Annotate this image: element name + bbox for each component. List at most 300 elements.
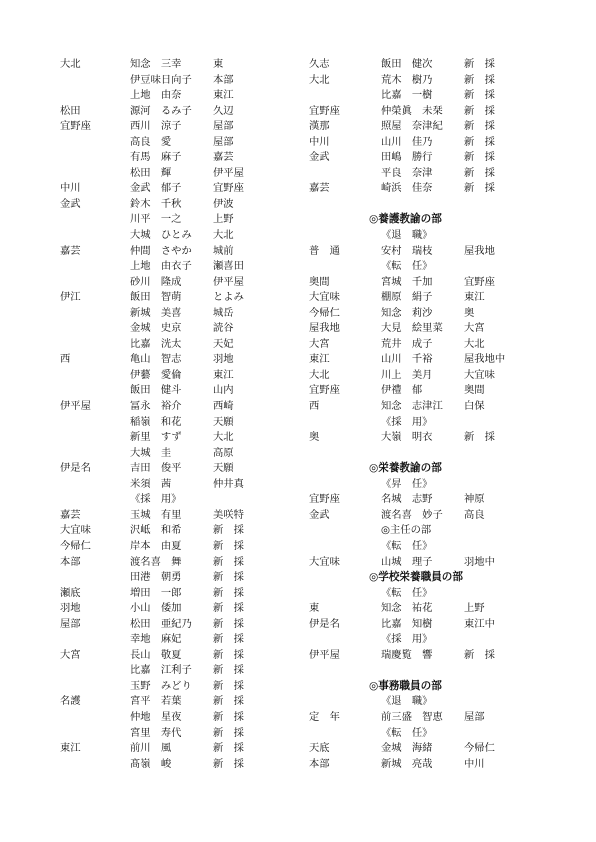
school-from: 嘉芸 bbox=[60, 508, 81, 521]
entry-row bbox=[309, 648, 549, 664]
person-name: 金城 海緒 bbox=[381, 742, 433, 755]
entry-row bbox=[60, 741, 288, 757]
person-name: 大城 ひとみ bbox=[130, 229, 192, 242]
school-to: 新 採 bbox=[213, 617, 244, 630]
school-from: 漢那 bbox=[309, 120, 330, 133]
school-to: 本部 bbox=[213, 73, 234, 86]
person-name: 松田 輝 bbox=[130, 166, 172, 179]
entry-row bbox=[60, 73, 288, 89]
entry-row bbox=[60, 555, 288, 571]
person-name: 知念 三幸 bbox=[130, 58, 182, 70]
person-name: 伊藝 愛倫 bbox=[130, 368, 182, 381]
entry-row bbox=[309, 166, 549, 182]
school-from: 屋部 bbox=[60, 617, 81, 630]
person-name: 沢岻 和希 bbox=[130, 524, 182, 537]
school-from: 宜野座 bbox=[60, 120, 91, 133]
entry-row bbox=[60, 150, 288, 166]
entry-row bbox=[309, 492, 549, 508]
entry-row bbox=[309, 119, 549, 135]
entry-row bbox=[309, 337, 549, 353]
entry-row bbox=[309, 539, 549, 555]
section-heading: ◎事務職員の部 bbox=[369, 679, 442, 692]
person-name: 名城 志野 bbox=[381, 493, 433, 506]
school-to: 新 採 bbox=[464, 431, 495, 444]
school-to: 高良 bbox=[464, 508, 485, 521]
person-name: 田嶋 勝行 bbox=[381, 151, 433, 164]
school-from: 天底 bbox=[309, 742, 330, 755]
entry-row bbox=[309, 508, 549, 524]
school-to: 新 採 bbox=[464, 120, 495, 133]
person-name: 髙嶺 峻 bbox=[130, 757, 172, 770]
school-to: 大北 bbox=[213, 431, 234, 444]
person-name: 幸地 麻妃 bbox=[130, 633, 182, 646]
school-to: 新 採 bbox=[213, 648, 244, 661]
entry-row bbox=[309, 104, 549, 120]
entry-row bbox=[60, 710, 288, 726]
person-name: 知念 志津江 bbox=[381, 400, 443, 413]
person-name: 西川 涼子 bbox=[130, 120, 182, 133]
person-name: 知念 祐花 bbox=[381, 602, 433, 615]
school-to: 上野 bbox=[464, 602, 485, 615]
school-from: 大北 bbox=[309, 368, 330, 381]
entry-row bbox=[60, 399, 288, 415]
entry-row bbox=[309, 383, 549, 399]
school-from: 伊江 bbox=[60, 291, 81, 304]
entry-row bbox=[309, 352, 549, 368]
school-from: 羽地 bbox=[60, 602, 81, 615]
school-to: 上野 bbox=[213, 213, 234, 226]
person-name: 荒木 樹乃 bbox=[381, 73, 433, 86]
school-to: 城岳 bbox=[213, 306, 234, 319]
entry-row bbox=[309, 586, 549, 602]
entry-row bbox=[309, 275, 549, 291]
person-name: 高良 愛 bbox=[130, 135, 172, 148]
entry-row bbox=[309, 617, 549, 633]
school-to: 西崎 bbox=[213, 400, 234, 413]
section-heading: ◎栄養教諭の部 bbox=[369, 462, 442, 475]
school-from: 東江 bbox=[60, 742, 81, 755]
school-from: 嘉芸 bbox=[60, 244, 81, 257]
person-name: 仲間 さやか bbox=[130, 244, 192, 257]
person-name: 伊禮 郁 bbox=[381, 384, 423, 397]
entry-row bbox=[60, 135, 288, 151]
school-to: 天願 bbox=[213, 415, 234, 428]
person-name: 山川 千裕 bbox=[381, 353, 433, 366]
school-to: 嘉芸 bbox=[213, 151, 234, 164]
school-from: 金武 bbox=[309, 151, 330, 164]
entry-row bbox=[309, 632, 549, 648]
entry-row bbox=[309, 228, 549, 244]
person-name: 《昇 任》 bbox=[381, 477, 433, 490]
school-from: 名護 bbox=[60, 695, 81, 708]
entry-row bbox=[60, 290, 288, 306]
entry-row bbox=[60, 244, 288, 260]
school-to: 新 採 bbox=[464, 58, 495, 70]
school-to: 屋我地 bbox=[464, 244, 495, 257]
person-name: 金城 史京 bbox=[130, 322, 182, 335]
person-name: 金武 郁子 bbox=[130, 182, 182, 195]
school-to: 東江 bbox=[213, 368, 234, 381]
entry-row bbox=[309, 306, 549, 322]
entry-row bbox=[309, 259, 549, 275]
person-name: 飯田 健斗 bbox=[130, 384, 182, 397]
person-name: 源河 るみ子 bbox=[130, 104, 192, 117]
entry-row bbox=[309, 290, 549, 306]
school-to: 山内 bbox=[213, 384, 234, 397]
person-name: 仲榮眞 未栞 bbox=[381, 104, 443, 117]
school-to: 伊波 bbox=[213, 197, 234, 210]
school-to: 新 採 bbox=[213, 633, 244, 646]
person-name: 岸本 由夏 bbox=[130, 539, 182, 552]
school-to: 新 採 bbox=[213, 555, 244, 568]
person-name: 前三盛 智恵 bbox=[381, 710, 443, 723]
person-name: 新里 すず bbox=[130, 431, 182, 444]
school-to: 新 採 bbox=[213, 664, 244, 677]
school-to: 読谷 bbox=[213, 322, 234, 335]
person-name: 冨永 裕介 bbox=[130, 400, 182, 413]
entry-row bbox=[60, 757, 288, 773]
school-from: 中川 bbox=[60, 182, 81, 195]
school-to: 屋部 bbox=[213, 135, 234, 148]
school-from: 西 bbox=[309, 400, 320, 413]
person-name: 亀山 智志 bbox=[130, 353, 182, 366]
person-name: 飯田 健次 bbox=[381, 58, 433, 70]
school-to: 奥間 bbox=[464, 384, 485, 397]
school-to: 新 採 bbox=[213, 742, 244, 755]
entry-row bbox=[309, 212, 549, 228]
entry-row bbox=[309, 523, 549, 539]
person-name: 《転 任》 bbox=[381, 586, 433, 599]
school-from: 東 bbox=[309, 602, 320, 615]
section-heading: ◎養護教諭の部 bbox=[369, 213, 442, 226]
person-name: 渡名喜 舞 bbox=[130, 555, 182, 568]
person-name: 仲地 星夜 bbox=[130, 710, 182, 723]
school-from: 定 年 bbox=[309, 710, 340, 723]
school-to: 新 採 bbox=[464, 166, 495, 179]
person-name: 平良 奈津 bbox=[381, 166, 433, 179]
person-name: 棚原 絹子 bbox=[381, 291, 433, 304]
entry-row bbox=[309, 601, 549, 617]
school-to: 新 採 bbox=[213, 539, 244, 552]
school-from: 中川 bbox=[309, 135, 330, 148]
person-name: 玉野 みどり bbox=[130, 679, 192, 692]
entry-row bbox=[309, 368, 549, 384]
person-name: 増田 一郎 bbox=[130, 586, 182, 599]
school-from: 普 通 bbox=[309, 244, 340, 257]
school-to: 新 採 bbox=[213, 726, 244, 739]
school-to: 宜野座 bbox=[464, 275, 495, 288]
person-name: 伊豆味日向子 bbox=[130, 73, 192, 86]
school-from: 伊平屋 bbox=[60, 400, 91, 413]
school-from: 大北 bbox=[60, 58, 81, 70]
person-name: 比嘉 知樹 bbox=[381, 617, 433, 630]
entry-row bbox=[60, 632, 288, 648]
person-name: 田港 朝勇 bbox=[130, 571, 182, 584]
person-name: 比嘉 一樹 bbox=[381, 89, 433, 102]
entry-row bbox=[60, 539, 288, 555]
entry-row bbox=[60, 368, 288, 384]
entry-row bbox=[60, 648, 288, 664]
school-from: 宜野座 bbox=[309, 104, 340, 117]
person-name: 稲嶺 和花 bbox=[130, 415, 182, 428]
school-from: 今帰仁 bbox=[60, 539, 91, 552]
person-name: 新城 美喜 bbox=[130, 306, 182, 319]
school-from: 奥 bbox=[309, 431, 320, 444]
school-to: 東江中 bbox=[464, 617, 495, 630]
school-from: 宜野座 bbox=[309, 493, 340, 506]
entry-row bbox=[60, 446, 288, 462]
person-name: 渡名喜 妙子 bbox=[381, 508, 443, 521]
entry-row bbox=[60, 586, 288, 602]
school-from: 大宮 bbox=[309, 337, 330, 350]
entry-row bbox=[60, 679, 288, 695]
school-to: 瀬喜田 bbox=[213, 260, 244, 273]
school-from: 久志 bbox=[309, 58, 330, 70]
school-to: 新 採 bbox=[213, 757, 244, 770]
school-to: 伊平屋 bbox=[213, 275, 244, 288]
school-to: 天願 bbox=[213, 462, 234, 475]
entry-row bbox=[309, 150, 549, 166]
person-name: 前川 風 bbox=[130, 742, 172, 755]
person-name: 宮城 千加 bbox=[381, 275, 433, 288]
school-to: 東江 bbox=[464, 291, 485, 304]
person-name: 大城 圭 bbox=[130, 446, 172, 459]
school-to: 新 採 bbox=[464, 648, 495, 661]
school-from: 奥間 bbox=[309, 275, 330, 288]
entry-row bbox=[60, 212, 288, 228]
school-to: 大北 bbox=[213, 229, 234, 242]
person-name: 瑞慶覧 響 bbox=[381, 648, 433, 661]
school-to: 新 採 bbox=[464, 135, 495, 148]
entry-row bbox=[309, 135, 549, 151]
person-name: 有馬 麻子 bbox=[130, 151, 182, 164]
person-name: 《退 職》 bbox=[381, 229, 433, 242]
entry-row bbox=[309, 679, 549, 695]
school-to: 伊平屋 bbox=[213, 166, 244, 179]
school-from: 大宮 bbox=[60, 648, 81, 661]
person-name: 知念 莉沙 bbox=[381, 306, 433, 319]
entry-row bbox=[309, 663, 549, 679]
school-from: 金武 bbox=[60, 197, 81, 210]
person-name: 比嘉 洸太 bbox=[130, 337, 182, 350]
school-to: 新 採 bbox=[213, 710, 244, 723]
entry-row bbox=[309, 73, 549, 89]
school-from: 伊是名 bbox=[309, 617, 340, 630]
entry-row bbox=[60, 166, 288, 182]
school-to: 屋部 bbox=[213, 120, 234, 133]
entry-row bbox=[309, 430, 549, 446]
person-name: 《採 用》 bbox=[130, 493, 182, 506]
person-name: 川平 一之 bbox=[130, 213, 182, 226]
school-to: 新 採 bbox=[464, 182, 495, 195]
school-to: 東江 bbox=[213, 89, 234, 102]
school-to: 新 採 bbox=[464, 73, 495, 86]
entry-row bbox=[60, 523, 288, 539]
entry-row bbox=[60, 508, 288, 524]
person-name: 上地 由奈 bbox=[130, 89, 182, 102]
person-name: 《転 任》 bbox=[381, 260, 433, 273]
school-to: 新 採 bbox=[213, 586, 244, 599]
school-from: 本部 bbox=[309, 757, 330, 770]
person-name: 上地 由衣子 bbox=[130, 260, 192, 273]
school-to: 大宜味 bbox=[464, 368, 495, 381]
entry-row bbox=[60, 617, 288, 633]
entry-row bbox=[60, 694, 288, 710]
section-heading: ◎学校栄養職員の部 bbox=[369, 571, 463, 584]
right-column bbox=[309, 57, 549, 772]
entry-row bbox=[60, 228, 288, 244]
person-name: 安村 瑞枝 bbox=[381, 244, 433, 257]
entry-row bbox=[309, 570, 549, 586]
school-to: 新 採 bbox=[213, 695, 244, 708]
person-name: 吉田 俊平 bbox=[130, 462, 182, 475]
entry-row bbox=[309, 726, 549, 742]
school-to: 美咲特 bbox=[213, 508, 244, 521]
person-name: 玉城 有里 bbox=[130, 508, 182, 521]
entry-row bbox=[309, 57, 549, 73]
entry-row bbox=[60, 57, 288, 73]
entry-row bbox=[309, 415, 549, 431]
entry-row bbox=[60, 383, 288, 399]
school-from: 本部 bbox=[60, 555, 81, 568]
school-from: 屋我地 bbox=[309, 322, 340, 335]
school-to: 新 採 bbox=[213, 602, 244, 615]
person-name: 米須 茜 bbox=[130, 477, 172, 490]
person-name: 新城 亮哉 bbox=[381, 757, 433, 770]
person-name: 照屋 奈津紀 bbox=[381, 120, 443, 133]
school-from: 今帰仁 bbox=[309, 306, 340, 319]
school-from: 大宜味 bbox=[60, 524, 91, 537]
entry-row bbox=[60, 430, 288, 446]
school-from: 松田 bbox=[60, 104, 81, 117]
school-from: 大宜味 bbox=[309, 291, 340, 304]
school-to: 大北 bbox=[464, 337, 485, 350]
person-name: 《転 任》 bbox=[381, 539, 433, 552]
school-to: 今帰仁 bbox=[464, 742, 495, 755]
person-name: 山城 理子 bbox=[381, 555, 433, 568]
school-from: 大北 bbox=[309, 73, 330, 86]
school-to: 新 採 bbox=[213, 571, 244, 584]
entry-row bbox=[309, 181, 549, 197]
entry-row bbox=[309, 555, 549, 571]
person-name: 松田 亜紀乃 bbox=[130, 617, 192, 630]
school-from: 東江 bbox=[309, 353, 330, 366]
school-from: 宜野座 bbox=[309, 384, 340, 397]
person-name: 荒井 成子 bbox=[381, 337, 433, 350]
school-to: 城前 bbox=[213, 244, 234, 257]
school-to: 久辺 bbox=[213, 104, 234, 117]
entry-row bbox=[60, 352, 288, 368]
entry-row bbox=[60, 570, 288, 586]
entry-row bbox=[60, 197, 288, 213]
school-to: 屋部 bbox=[464, 710, 485, 723]
school-to: 大宮 bbox=[464, 322, 485, 335]
school-to: 羽地 bbox=[213, 353, 234, 366]
school-to: 神原 bbox=[464, 493, 485, 506]
person-name: 比嘉 江利子 bbox=[130, 664, 192, 677]
school-from: 嘉芸 bbox=[309, 182, 330, 195]
entry-row bbox=[60, 321, 288, 337]
school-to: 東 bbox=[213, 58, 224, 70]
entry-row bbox=[309, 399, 549, 415]
school-to: 新 採 bbox=[213, 679, 244, 692]
person-name: 崎浜 佳奈 bbox=[381, 182, 433, 195]
school-to: 新 採 bbox=[464, 151, 495, 164]
person-name: 小山 倭加 bbox=[130, 602, 182, 615]
school-from: 伊平屋 bbox=[309, 648, 340, 661]
entry-row bbox=[60, 119, 288, 135]
entry-row bbox=[60, 259, 288, 275]
entry-row bbox=[60, 726, 288, 742]
school-from: 金武 bbox=[309, 508, 330, 521]
entry-row bbox=[309, 244, 549, 260]
entry-row bbox=[309, 197, 549, 213]
school-from: 瀬底 bbox=[60, 586, 81, 599]
entry-row bbox=[309, 461, 549, 477]
school-from: 大宜味 bbox=[309, 555, 340, 568]
person-name: 砂川 隆成 bbox=[130, 275, 182, 288]
left-column bbox=[60, 57, 288, 772]
entry-row bbox=[60, 104, 288, 120]
school-to: 白保 bbox=[464, 400, 485, 413]
school-from: 伊是名 bbox=[60, 462, 91, 475]
school-from: 西 bbox=[60, 353, 71, 366]
school-to: 屋我地中 bbox=[464, 353, 506, 366]
person-name: 《退 職》 bbox=[381, 695, 433, 708]
person-name: 飯田 智萌 bbox=[130, 291, 182, 304]
school-to: 新 採 bbox=[213, 524, 244, 537]
person-name: 川上 美月 bbox=[381, 368, 433, 381]
person-name: 《採 用》 bbox=[381, 633, 433, 646]
person-name: 《採 用》 bbox=[381, 415, 433, 428]
school-to: 羽地中 bbox=[464, 555, 495, 568]
entry-row bbox=[60, 306, 288, 322]
entry-row bbox=[60, 601, 288, 617]
entry-row bbox=[60, 275, 288, 291]
person-name: 大嶺 明衣 bbox=[381, 431, 433, 444]
school-to: 奥 bbox=[464, 306, 475, 319]
school-to: 新 採 bbox=[464, 104, 495, 117]
person-name: 宮里 寿代 bbox=[130, 726, 182, 739]
school-to: 高原 bbox=[213, 446, 234, 459]
school-to: 宜野座 bbox=[213, 182, 244, 195]
entry-row bbox=[309, 694, 549, 710]
person-name: 《転 任》 bbox=[381, 726, 433, 739]
entry-row bbox=[60, 477, 288, 493]
entry-row bbox=[309, 710, 549, 726]
school-to: 中川 bbox=[464, 757, 485, 770]
school-to: とよみ bbox=[213, 291, 244, 304]
person-name: 宮平 若葉 bbox=[130, 695, 182, 708]
school-to: 仲井真 bbox=[213, 477, 244, 490]
entry-row bbox=[309, 321, 549, 337]
school-to: 天妃 bbox=[213, 337, 234, 350]
entry-row bbox=[309, 477, 549, 493]
entry-row bbox=[60, 415, 288, 431]
entry-row bbox=[60, 663, 288, 679]
entry-row bbox=[309, 741, 549, 757]
entry-row bbox=[309, 757, 549, 773]
entry-row bbox=[60, 337, 288, 353]
person-name: 鈴木 千秋 bbox=[130, 197, 182, 210]
entry-row bbox=[309, 446, 549, 462]
entry-row bbox=[309, 88, 549, 104]
entry-row bbox=[60, 492, 288, 508]
entry-row bbox=[60, 181, 288, 197]
person-name: 山川 佳乃 bbox=[381, 135, 433, 148]
entry-row bbox=[60, 461, 288, 477]
person-name: ◎主任の部 bbox=[381, 524, 432, 537]
